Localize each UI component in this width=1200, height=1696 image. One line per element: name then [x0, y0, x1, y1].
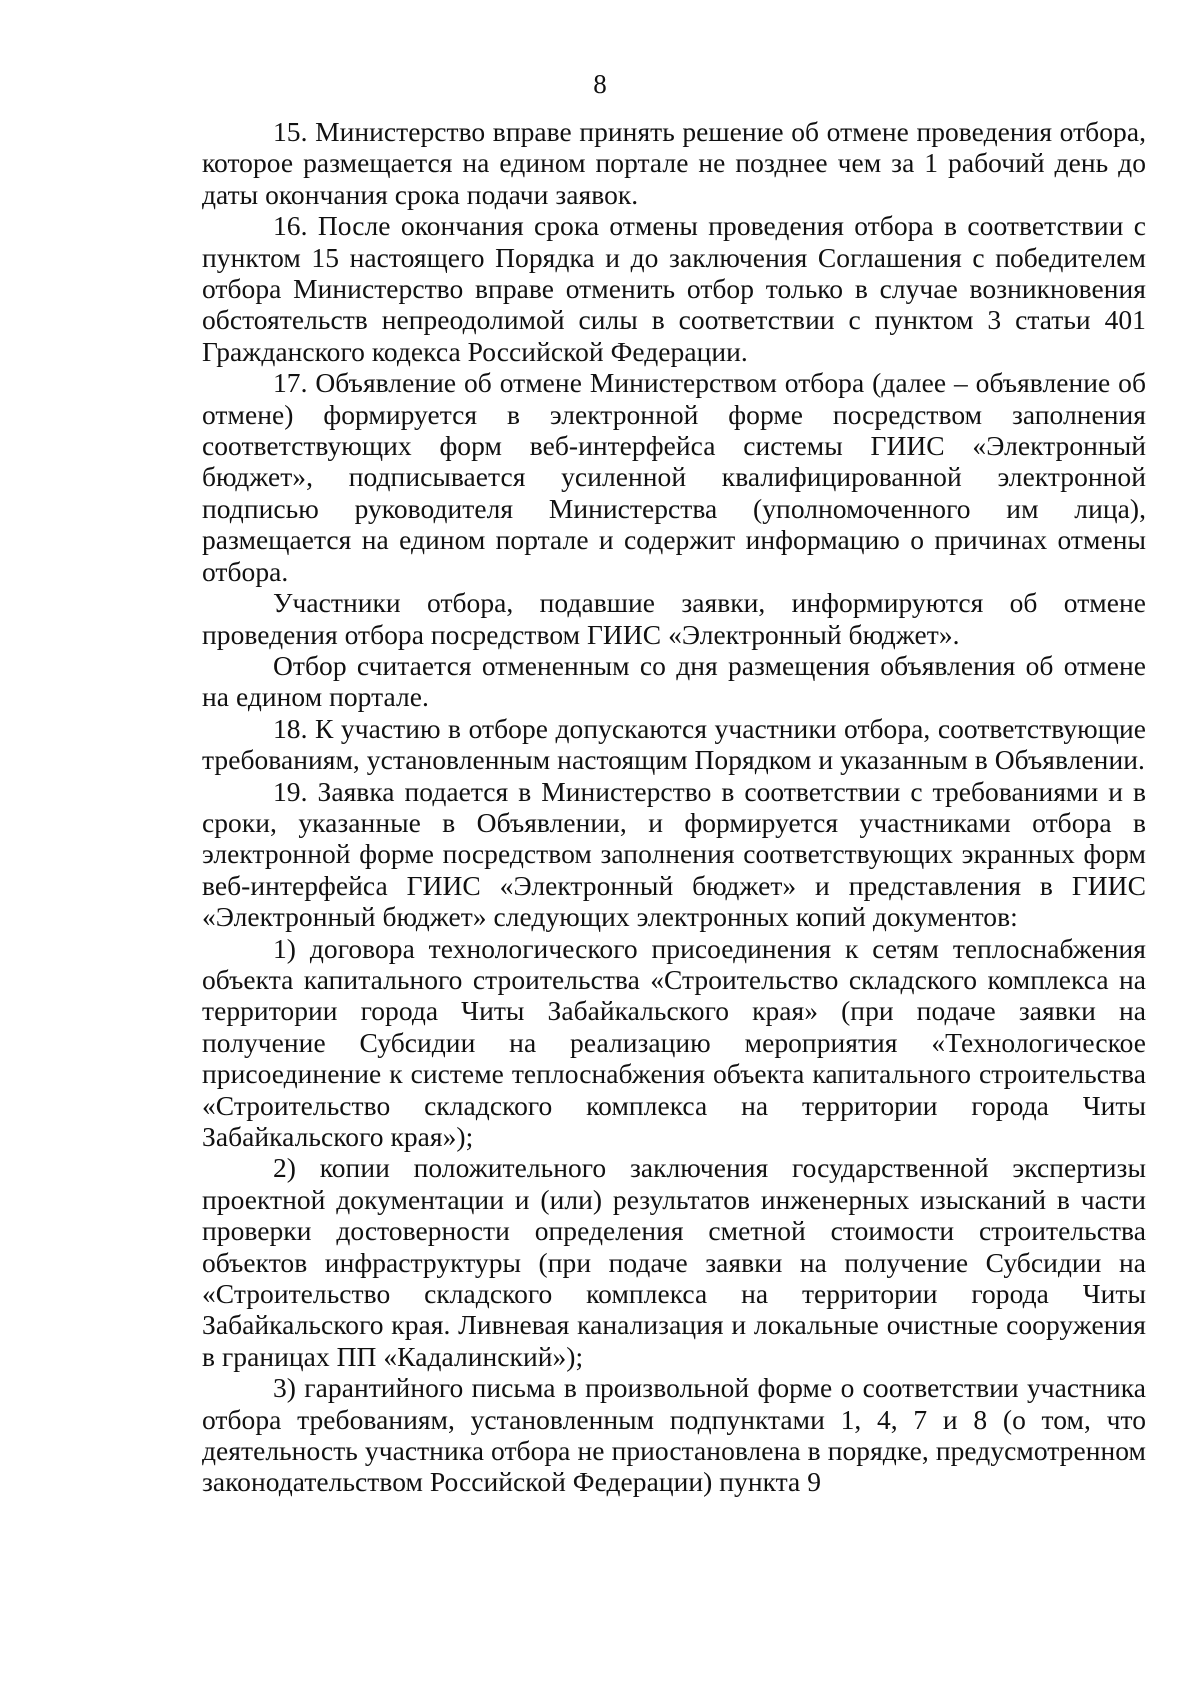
paragraph-15: 15. Министерство вправе принять решение об отмене проведения отбора, которое размещается на едином портале не позднее чем за 1 рабочий день до даты окончания срока подачи заявок. [202, 116, 1146, 210]
paragraph-17: 17. Объявление об отмене Министерством отбора (далее – объявление об отмене) формируется в электронной форме посредством заполнения соответствующих форм веб-интерфейса системы ГИИС «Электронный бюджет», подписывается усиленной квалифицированной электронной подписью руководителя Министерства (уполномоченного им лица), размещается на едином портале и содержит информацию о причинах отмены отбора. [202, 367, 1146, 587]
document-body [202, 116, 1146, 1498]
paragraph-16: 16. После окончания срока отмены проведения отбора в соответствии с пунктом 15 настоящего Порядка и до заключения Соглашения с победителем отбора Министерство вправе отменить отбор только в случае возникновения обстоятельств непреодолимой силы в соответствии с пунктом 3 статьи 401 Гражданского кодекса Российской Федерации. [202, 210, 1146, 367]
paragraph-19: 19. Заявка подается в Министерство в соответствии с требованиями и в сроки, указанные в Объявлении, и формируется участниками отбора в электронной форме посредством заполнения соответствующих экранных форм веб-интерфейса ГИИС «Электронный бюджет» и представления в ГИИС «Электронный бюджет» следующих электронных копий документов: [202, 775, 1146, 933]
paragraph-18: 18. К участию в отборе допускаются участники отбора, соответствующие требованиям, установленным настоящим Порядком и указанным в Объявлении. [202, 712, 1146, 776]
page-number: 8 [593, 69, 607, 99]
paragraph-19-item-3: 3) гарантийного письма в произвольной форме о соответствии участника отбора требованиям, установленным подпунктами 1, 4, 7 и 8 (о том, что деятельность участника отбора не приостановлена в порядке, предусмотренном законодательством Российской Федерации) пункта 9 [202, 1372, 1146, 1498]
paragraph-19-item-1: 1) договора технологического присоединения к сетям теплоснабжения объекта капитального строительства «Строительство складского комплекса на территории города Читы Забайкальского края» (при подаче заявки на получение Субсидии на реализацию мероприятия «Технологическое присоединение к системе теплоснабжения объекта капитального строительства «Строительство складского комплекса на территории города Читы Забайкальского края»); [202, 932, 1146, 1152]
paragraph-17-selection-cancelled: Отбор считается отмененным со дня размещения объявления об отмене на едином портале. [202, 649, 1146, 713]
paragraph-19-item-2: 2) копии положительного заключения государственной экспертизы проектной документации и (или) результатов инженерных изысканий в части проверки достоверности определения сметной стоимости строительства объектов инфраструктуры (при подаче заявки на получение Субсидии на «Строительство складского комплекса на территории города Читы Забайкальского края. Ливневая канализация и локальные очистные сооружения в границах ПП «Кадалинский»); [202, 1152, 1146, 1372]
paragraph-17-participants-informed: Участники отбора, подавшие заявки, информируются об отмене проведения отбора посредством ГИИС «Электронный бюджет». [202, 587, 1146, 650]
